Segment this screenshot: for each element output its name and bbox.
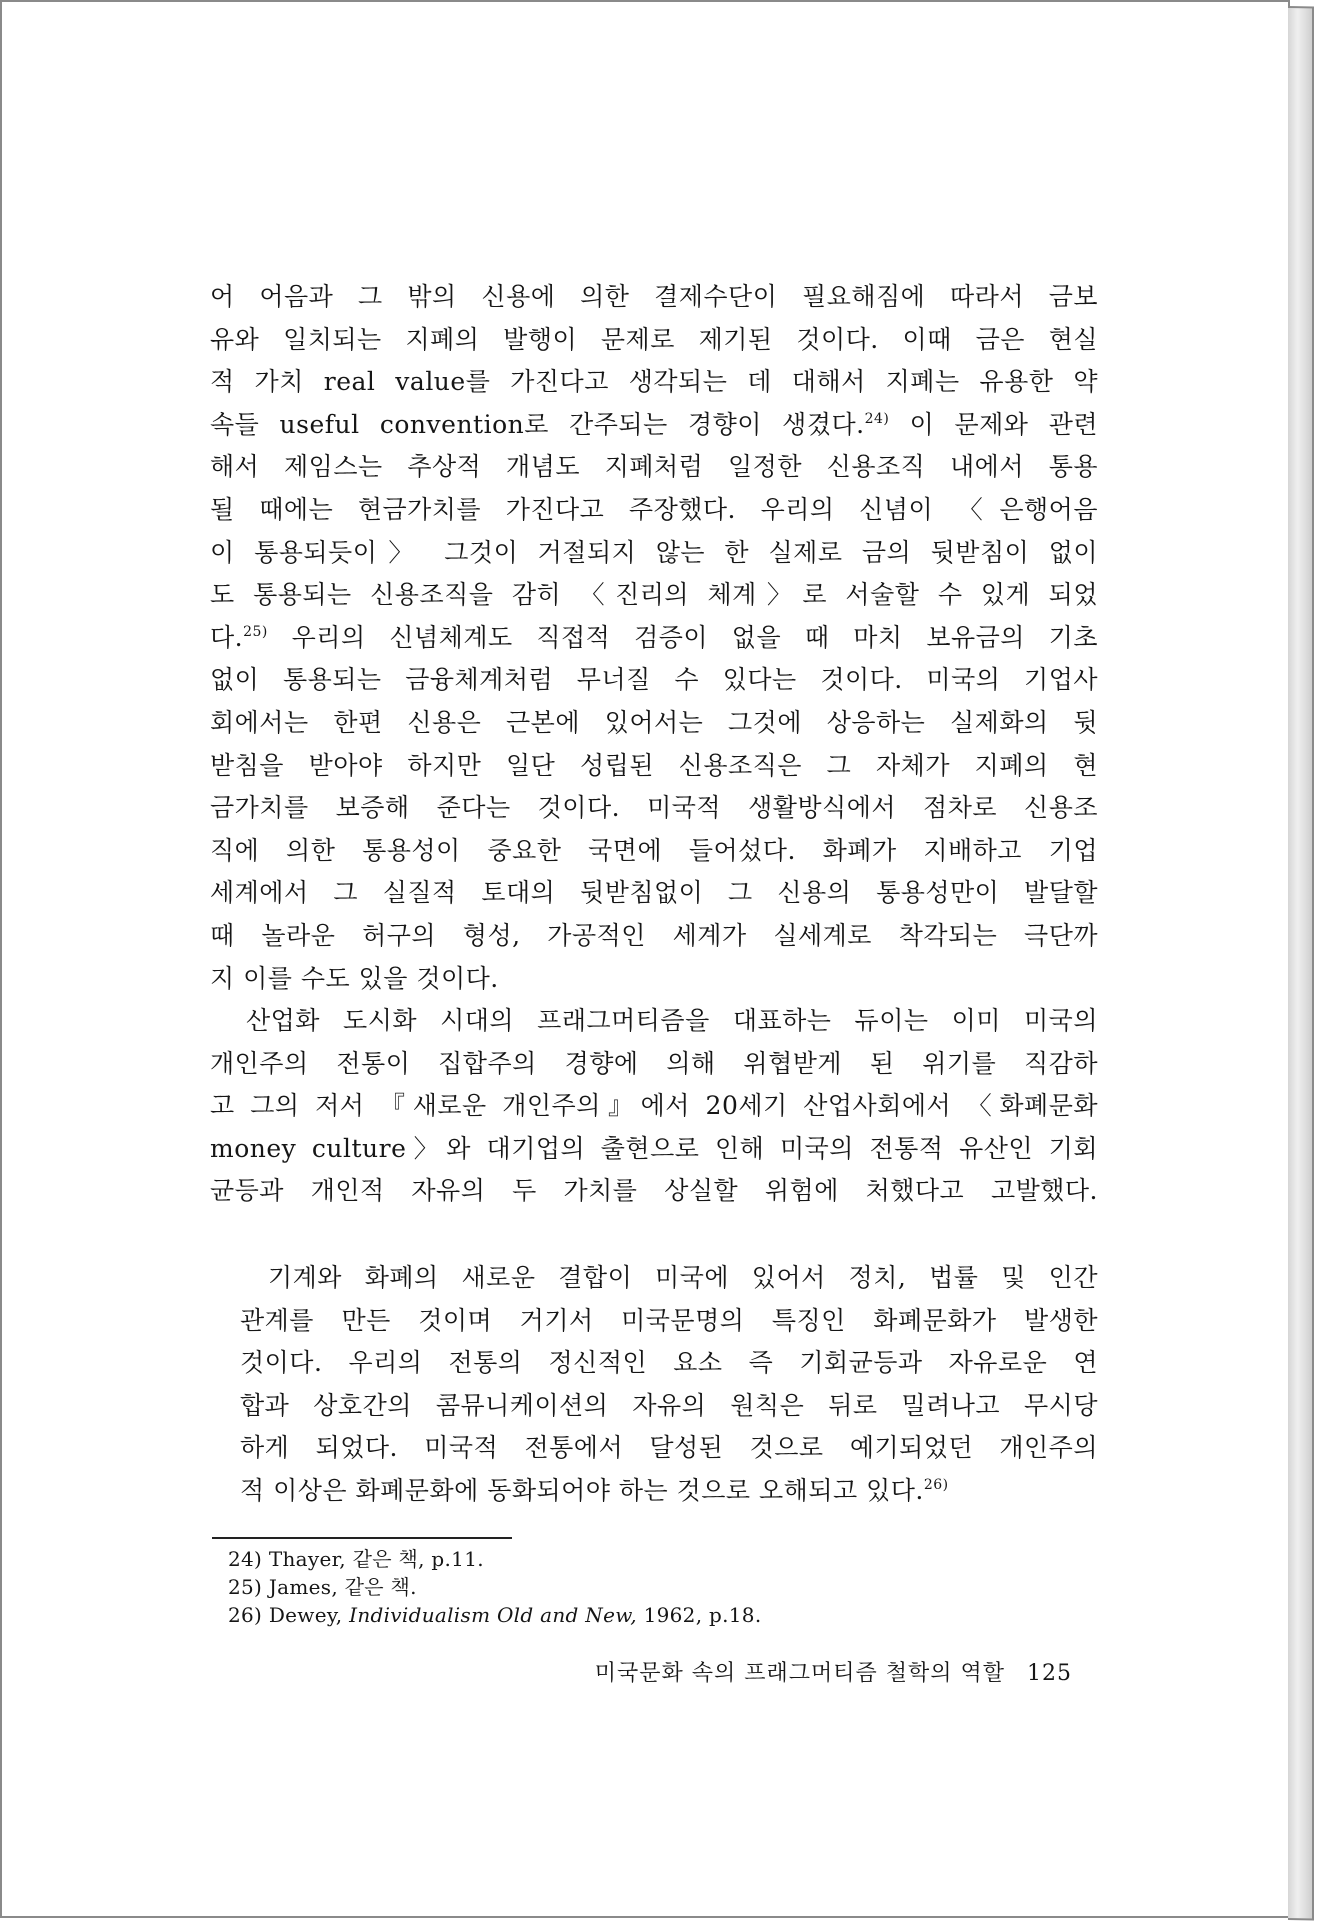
footnote-text: Dewey, bbox=[268, 1603, 350, 1627]
quote-line bbox=[240, 1470, 1098, 1513]
text-line: 회에서는 한편 신용은 근본에 있어서는 그것에 상응하는 실제화의 뒷 bbox=[210, 707, 1098, 737]
text-line bbox=[210, 617, 1098, 660]
text-line: 직에 의한 통용성이 중요한 국면에 들어섰다. 화폐가 지배하고 기업 bbox=[210, 835, 1098, 865]
text-line: 어 어음과 그 밖의 신용에 의한 결제수단이 필요해짐에 따라서 금보 bbox=[210, 282, 1098, 311]
footnote-text: James, 같은 책. bbox=[268, 1575, 417, 1599]
text-line: money culture〉와 대기업의 출현으로 인해 미국의 전통적 유산인 기회 bbox=[210, 1133, 1098, 1163]
text-segment: 다. bbox=[210, 622, 244, 652]
footnotes bbox=[228, 1545, 928, 1629]
footnote-marker-26: 26) bbox=[923, 1476, 949, 1493]
running-title: 미국문화 속의 프래그머티즘 철학의 역할 bbox=[594, 1661, 1005, 1686]
text-line: 받침을 받아야 하지만 일단 성립된 신용조직은 그 자체가 지폐의 현 bbox=[210, 750, 1098, 780]
text-line: 도 통용되는 신용조직을 감히 〈진리의 체계〉로 서술할 수 있게 되었 bbox=[210, 580, 1098, 610]
text-segment: 이 문제와 관련 bbox=[889, 409, 1098, 439]
footnote-marker-25: 25) bbox=[243, 623, 268, 640]
text-segment: 우리의 신념체계도 직접적 검증이 없을 때 마치 보유금의 기초 bbox=[267, 622, 1098, 652]
footnote-24 bbox=[228, 1545, 928, 1573]
text-line: 이 통용되듯이〉 그것이 거절되지 않는 한 실제로 금의 뒷받침이 없이 bbox=[210, 537, 1098, 567]
text-line: 없이 통용되는 금융체계처럼 무너질 수 있다는 것이다. 미국의 기업사 bbox=[210, 665, 1098, 695]
footnote-number: 26) bbox=[228, 1603, 263, 1627]
quote-line: 하게 되었다. 미국적 전통에서 달성된 것으로 예기되었던 개인주의 bbox=[240, 1433, 1098, 1463]
text-segment: 속들 useful convention로 간주되는 경향이 생겼다. bbox=[210, 409, 865, 439]
quote-line: 관계를 만든 것이며 거기서 미국문명의 특징인 화폐문화가 발생한 bbox=[240, 1305, 1098, 1335]
running-footer bbox=[512, 1658, 1072, 1690]
text-line: 금가치를 보증해 준다는 것이다. 미국적 생활방식에서 점차로 신용조 bbox=[210, 793, 1098, 823]
text-line: 될 때에는 현금가치를 가진다고 주장했다. 우리의 신념이 〈은행어음 bbox=[210, 494, 1098, 524]
text-line: 때 놀라운 허구의 형성, 가공적인 세계가 실세계로 착각되는 극단까 bbox=[210, 920, 1098, 950]
text-line bbox=[210, 404, 1098, 447]
text-line: 지 이를 수도 있을 것이다. bbox=[210, 963, 499, 993]
quote-line: 기계와 화폐의 새로운 결합이 미국에 있어서 정치, 법률 및 인간 bbox=[268, 1263, 1098, 1292]
body-text bbox=[210, 276, 1098, 1213]
footnote-marker-24: 24) bbox=[864, 410, 890, 427]
footnote-26 bbox=[228, 1601, 928, 1629]
text-line: 해서 제임스는 추상적 개념도 지폐처럼 일정한 신용조직 내에서 통용 bbox=[210, 452, 1098, 482]
text-line: 세계에서 그 실질적 토대의 뒷받침없이 그 신용의 통용성만이 발달할 bbox=[210, 878, 1098, 908]
text-line: 개인주의 전통이 집합주의 경향에 의해 위협받게 된 위기를 직감하 bbox=[210, 1048, 1098, 1078]
page-edge bbox=[1288, 6, 1314, 1921]
text-line: 적 가치 real value를 가진다고 생각되는 데 대해서 지폐는 유용한 약 bbox=[210, 367, 1098, 397]
text-line: 균등과 개인적 자유의 두 가치를 상실할 위험에 처했다고 고발했다. bbox=[210, 1176, 1098, 1206]
page-number: 125 bbox=[1027, 1661, 1072, 1686]
footnote-book-title: Individualism Old and New, bbox=[349, 1603, 637, 1627]
footnote-number: 25) bbox=[228, 1575, 263, 1599]
text-segment: 적 이상은 화폐문화에 동화되어야 하는 것으로 오해되고 있다. bbox=[240, 1475, 924, 1505]
block-quote bbox=[240, 1257, 1098, 1513]
footnote-text: 1962, p.18. bbox=[636, 1603, 762, 1627]
footnote-number: 24) bbox=[228, 1547, 263, 1571]
quote-line: 것이다. 우리의 전통의 정신적인 요소 즉 기회균등과 자유로운 연 bbox=[240, 1348, 1098, 1378]
text-line: 고 그의 저서 『새로운 개인주의』에서 20세기 산업사회에서 〈화폐문화 bbox=[210, 1091, 1098, 1121]
footnote-25 bbox=[228, 1573, 928, 1601]
footnote-text: Thayer, 같은 책, p.11. bbox=[268, 1547, 484, 1571]
text-line: 산업화 도시화 시대의 프래그머티즘을 대표하는 듀이는 이미 미국의 bbox=[246, 1006, 1098, 1036]
footnote-divider bbox=[212, 1537, 512, 1539]
quote-line: 합과 상호간의 콤뮤니케이션의 자유의 원칙은 뒤로 밀려나고 무시당 bbox=[240, 1390, 1098, 1420]
text-line: 유와 일치되는 지폐의 발행이 문제로 제기된 것이다. 이때 금은 현실 bbox=[210, 324, 1098, 354]
